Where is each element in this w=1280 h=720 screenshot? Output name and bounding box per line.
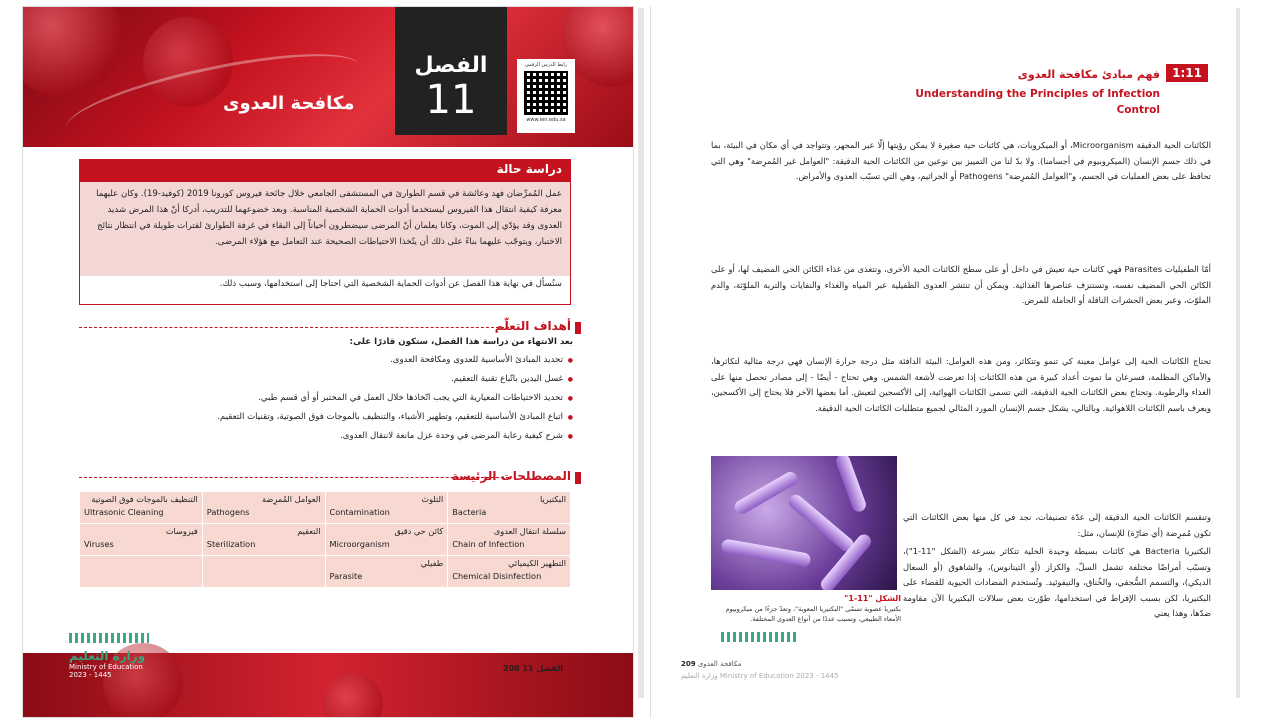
qr-url: www.ien.edu.sa xyxy=(526,117,566,123)
term-en: Viruses xyxy=(84,539,114,549)
section-divider xyxy=(79,327,509,328)
chapter-number: 11 xyxy=(425,77,477,123)
left-page xyxy=(22,6,634,718)
key-terms-table xyxy=(79,491,571,588)
term-ar: التلوث xyxy=(421,494,444,504)
qr-caption: رابط الدرس الرقمي xyxy=(524,62,568,68)
left-margin xyxy=(0,0,22,720)
chapter-word: الفصل xyxy=(414,53,488,78)
section-title-ar: فهم مبادئ مكافحة العدوى xyxy=(1017,68,1160,81)
ministry-year: 2023 - 1445 xyxy=(795,672,839,680)
blood-cell-image xyxy=(323,673,383,718)
term-cell xyxy=(202,492,325,524)
term-en: Contamination xyxy=(329,507,390,517)
bacterium-shape xyxy=(720,538,811,567)
right-page xyxy=(650,6,1230,718)
table-row xyxy=(80,524,571,556)
ministry-year: 2023 - 1445 xyxy=(69,671,112,679)
page-number: 209 xyxy=(681,660,696,668)
objectives-heading: أهداف التعلّم xyxy=(494,319,571,333)
bacterium-shape xyxy=(732,469,800,516)
chapter-title: مكافحة العدوى xyxy=(223,93,355,114)
term-en: Parasite xyxy=(329,571,363,581)
section-number: 1:11 xyxy=(1166,64,1208,82)
page-footer-label: مكافحة العدوى xyxy=(697,660,742,668)
case-study-box xyxy=(79,159,571,305)
key-terms-heading: المصطلحات الرئيسة xyxy=(451,469,571,483)
chapter-banner xyxy=(23,7,634,147)
term-cell xyxy=(448,524,571,556)
table-row xyxy=(80,556,571,588)
figure-label: الشكل "11-1" xyxy=(844,594,901,603)
qr-code-box[interactable] xyxy=(517,59,575,133)
term-cell xyxy=(325,524,448,556)
term-ar: التطهير الكيميائي xyxy=(508,558,566,568)
page-footer: 208 الفصل 11 xyxy=(503,664,563,673)
term-cell xyxy=(448,492,571,524)
objective-item: ● تحديد المبادئ الأساسية للعدوى ومكافحة العدوى. xyxy=(83,351,573,370)
ministry-name-ar: وزارة التعليم xyxy=(681,672,718,680)
paragraph: أمّا الطفيليات Parasites فهي كائنات حية تعيش في داخل أو على سطح الكائنات الحية الأخرى، وتتغذى من غذاء الكائن الحي المضيف لها، أو على الكائن الحي المضيف نفسه، وتستنزف عناصرها الغذائية. ويمكن أن تنتشر العدوى الطفيلية عبر المياه والغذاء والنفايات والتربة الملوّثة، والدم الملوّث، وعبر بعض الحشرات الناقلة أو الحاملة للمرض. xyxy=(711,264,1211,305)
figure-caption: بكتيريا عصوية تسمّى "البكتيريا المعوية"، وتعدّ جزءًا من ميكروبيوم الأمعاء الطبيعي، وتسبب عددًا من أنواع العدوى المختلفة. xyxy=(725,605,901,623)
term-cell xyxy=(80,492,203,524)
term-cell xyxy=(448,556,571,588)
bullet-paragraph: البكتيريا Bacteria هي كائنات بسيطة وحيدة الخلية تتكاثر بسرعة (الشكل "11-1")، وتسبّب أمراضًا مختلفة تشمل السلّ، والكزاز (أو التيتانوس)، والشاهوق (أو السعال الديكي)، والتسمم السُّجقي، والخُناق، والتيفوئيد. وتُستخدم المضادات الحيوية للقضاء على البكتيريا، لكن بسبب الإفراط في استخدامها، طوّرت بعض سلالات البكتيريا الآن مقاومة ضدّها، وهذا يعني xyxy=(903,546,1211,618)
term-cell xyxy=(325,556,448,588)
term-en: Microorganism xyxy=(329,539,390,549)
qr-code-icon[interactable] xyxy=(524,71,568,115)
term-ar: التعقيم xyxy=(297,526,321,536)
paragraph-continued xyxy=(903,454,1211,508)
paragraph: تحتاج الكائنات الحية إلى عوامل معينة كي تنمو وتتكاثر، ومن هذه العوامل: البيئة الدافئة مثل درجة حرارة الإنسان فهي درجة مثالية لتكاثرها، والأماكن المظلمة، فسرعان ما تموت أعداد كبيرة من هذه الكائنات إذا تعرضت لأشعة الشمس. وهي تحتاج - أيضًا - إلى مصادر تحصل منها على الغذاء والرطوبة. وتحتاج بعض الكائنات الحية الدقيقة، التي تسمى الكائنات الهوائية، إلى الأكسجين لتعيش. أما بعضها الآخر فلا يحتاج إلى الأكسجين، ويعرف باسم الكائنات اللاهوائية. وبالتالي، يشكل جسم الإنسان المورد المثالي لجميع متطلبات الكائنات الحية الدقيقة. xyxy=(711,356,1211,413)
ministry-name-ar: وزارة التعليم xyxy=(69,649,146,663)
bacterium-shape xyxy=(786,492,856,554)
ministry-name-en: Ministry of Education xyxy=(719,672,794,680)
paragraph: وتنقسم الكائنات الحية الدقيقة إلى عدّة تصنيفات، نجد في كل منها بعض الكائنات التي تكون مُمرِضة (أي ضارّة) للإنسان، مثل: xyxy=(903,512,1211,538)
paragraph: الكائنات الحية الدقيقة Microorganism، أو الميكروبات، هي كائنات حية صغيرة لا يمكن رؤيتها إلّا عبر المجهر، وتتواجد في أي مكان في البيئة، بما في ذلك جسم الإنسان (الميكروبيوم في أجسامنا). ولا بدّ لنا من التمييز بين نوعين من الكائنات الحية الدقيقة: "العوامل غير المُمرِضة" وهي التي تحافظ على بعض العمليات في الجسم، و"العوامل المُمرِضة" Pathogens أو الجراثيم، وهي التي تسبّب العدوى والأمراض. xyxy=(711,140,1211,181)
term-en: Sterilization xyxy=(206,539,256,549)
term-ar: البكتيريا xyxy=(540,494,566,504)
page-divider xyxy=(638,8,644,698)
term-en: Chemical Disinfection xyxy=(452,571,542,581)
section-title-en: Understanding the Principles of Infection Control xyxy=(915,88,1160,116)
case-study-footer: ستُسأل في نهاية هذا الفصل عن أدوات الحماية الشخصية التي احتاجا إلى استخدامها، وسبب ذلك. xyxy=(219,279,562,289)
objective-item: ● غسل اليدين باتّباع تقنية التعقيم. xyxy=(83,370,573,389)
term-ar: سلسلة انتقال العدوى xyxy=(493,526,566,536)
term-ar: التنظيف بالموجات فوق الصوتية xyxy=(91,494,198,504)
objective-item: ● اتباع المبادئ الأساسية للتعقيم، وتطهير الأشياء، والتنظيف بالموجات فوق الصوتية، وتقنيات التعقيم. xyxy=(83,408,573,427)
objective-item: ● شرح كيفية رعاية المرضى في وحدة عزل مانعة لانتقال العدوى. xyxy=(83,427,573,446)
objective-item: ● تحديد الاحتياطات المعيارية التي يجب اتّخاذها خلال العمل في المختبر أو أي قسم طبي. xyxy=(83,389,573,408)
ministry-name-en: Ministry of Education xyxy=(69,663,143,671)
bacteria-figure-image xyxy=(711,456,897,590)
term-ar: فيروسات xyxy=(165,526,198,536)
ministry-logo xyxy=(681,672,839,680)
term-en: Bacteria xyxy=(452,507,487,517)
term-cell xyxy=(80,524,203,556)
term-en: Ultrasonic Cleaning xyxy=(84,507,164,517)
blood-cell-image xyxy=(23,7,123,97)
ministry-logo xyxy=(69,633,149,679)
case-study-body: عمل المُمرِّضان فهد وعائشة في قسم الطوارئ في المستشفى الجامعي خلال جائحة فيروس كورونا 2019 (كوفيد-19). وكان عليهما معرفة كيفية انتقال هذا الفيروس ليستخدما أدوات الحماية الشخصية المناسبة. وبعد خضوعهما للتدريب، أدركا أنّ هذا المرض شديد العدوى وقد يؤدّي إلى الموت، وكانا يعلمان أنّ المرضى سيضطرون أحياناً إلى البقاء في غرفة الطوارئ لفترات طويلة في انتظار نتائج الاختبار، ويتوجّب عليهما بناءً على ذلك أن يتّخذا الاحتياطات الصحيحة عند التعامل مع هؤلاء المرضى. xyxy=(80,182,570,276)
section-divider xyxy=(79,477,509,478)
term-cell xyxy=(325,492,448,524)
table-row xyxy=(80,492,571,524)
term-ar: طفيلي xyxy=(420,558,444,568)
term-cell xyxy=(80,556,203,588)
right-page-edge xyxy=(1236,8,1240,698)
term-en: Chain of Infection xyxy=(452,539,525,549)
term-ar: كائن حي دقيق xyxy=(394,526,444,536)
page-footer xyxy=(681,660,741,668)
figure-caption-box xyxy=(711,594,901,624)
chapter-number-box xyxy=(395,7,507,135)
objectives-list xyxy=(83,337,573,446)
ministry-dots-icon xyxy=(69,633,149,643)
term-en: Pathogens xyxy=(206,507,250,517)
bacterium-shape xyxy=(834,456,868,514)
ministry-dots-icon xyxy=(721,632,799,642)
term-cell xyxy=(202,556,325,588)
term-ar: العوامل المُمرِضة xyxy=(261,494,321,504)
objectives-intro: بعد الانتهاء من دراسة هذا الفصل، ستكون قادرًا على: xyxy=(349,337,573,347)
term-cell xyxy=(202,524,325,556)
case-study-heading: دراسة حالة xyxy=(80,160,570,182)
